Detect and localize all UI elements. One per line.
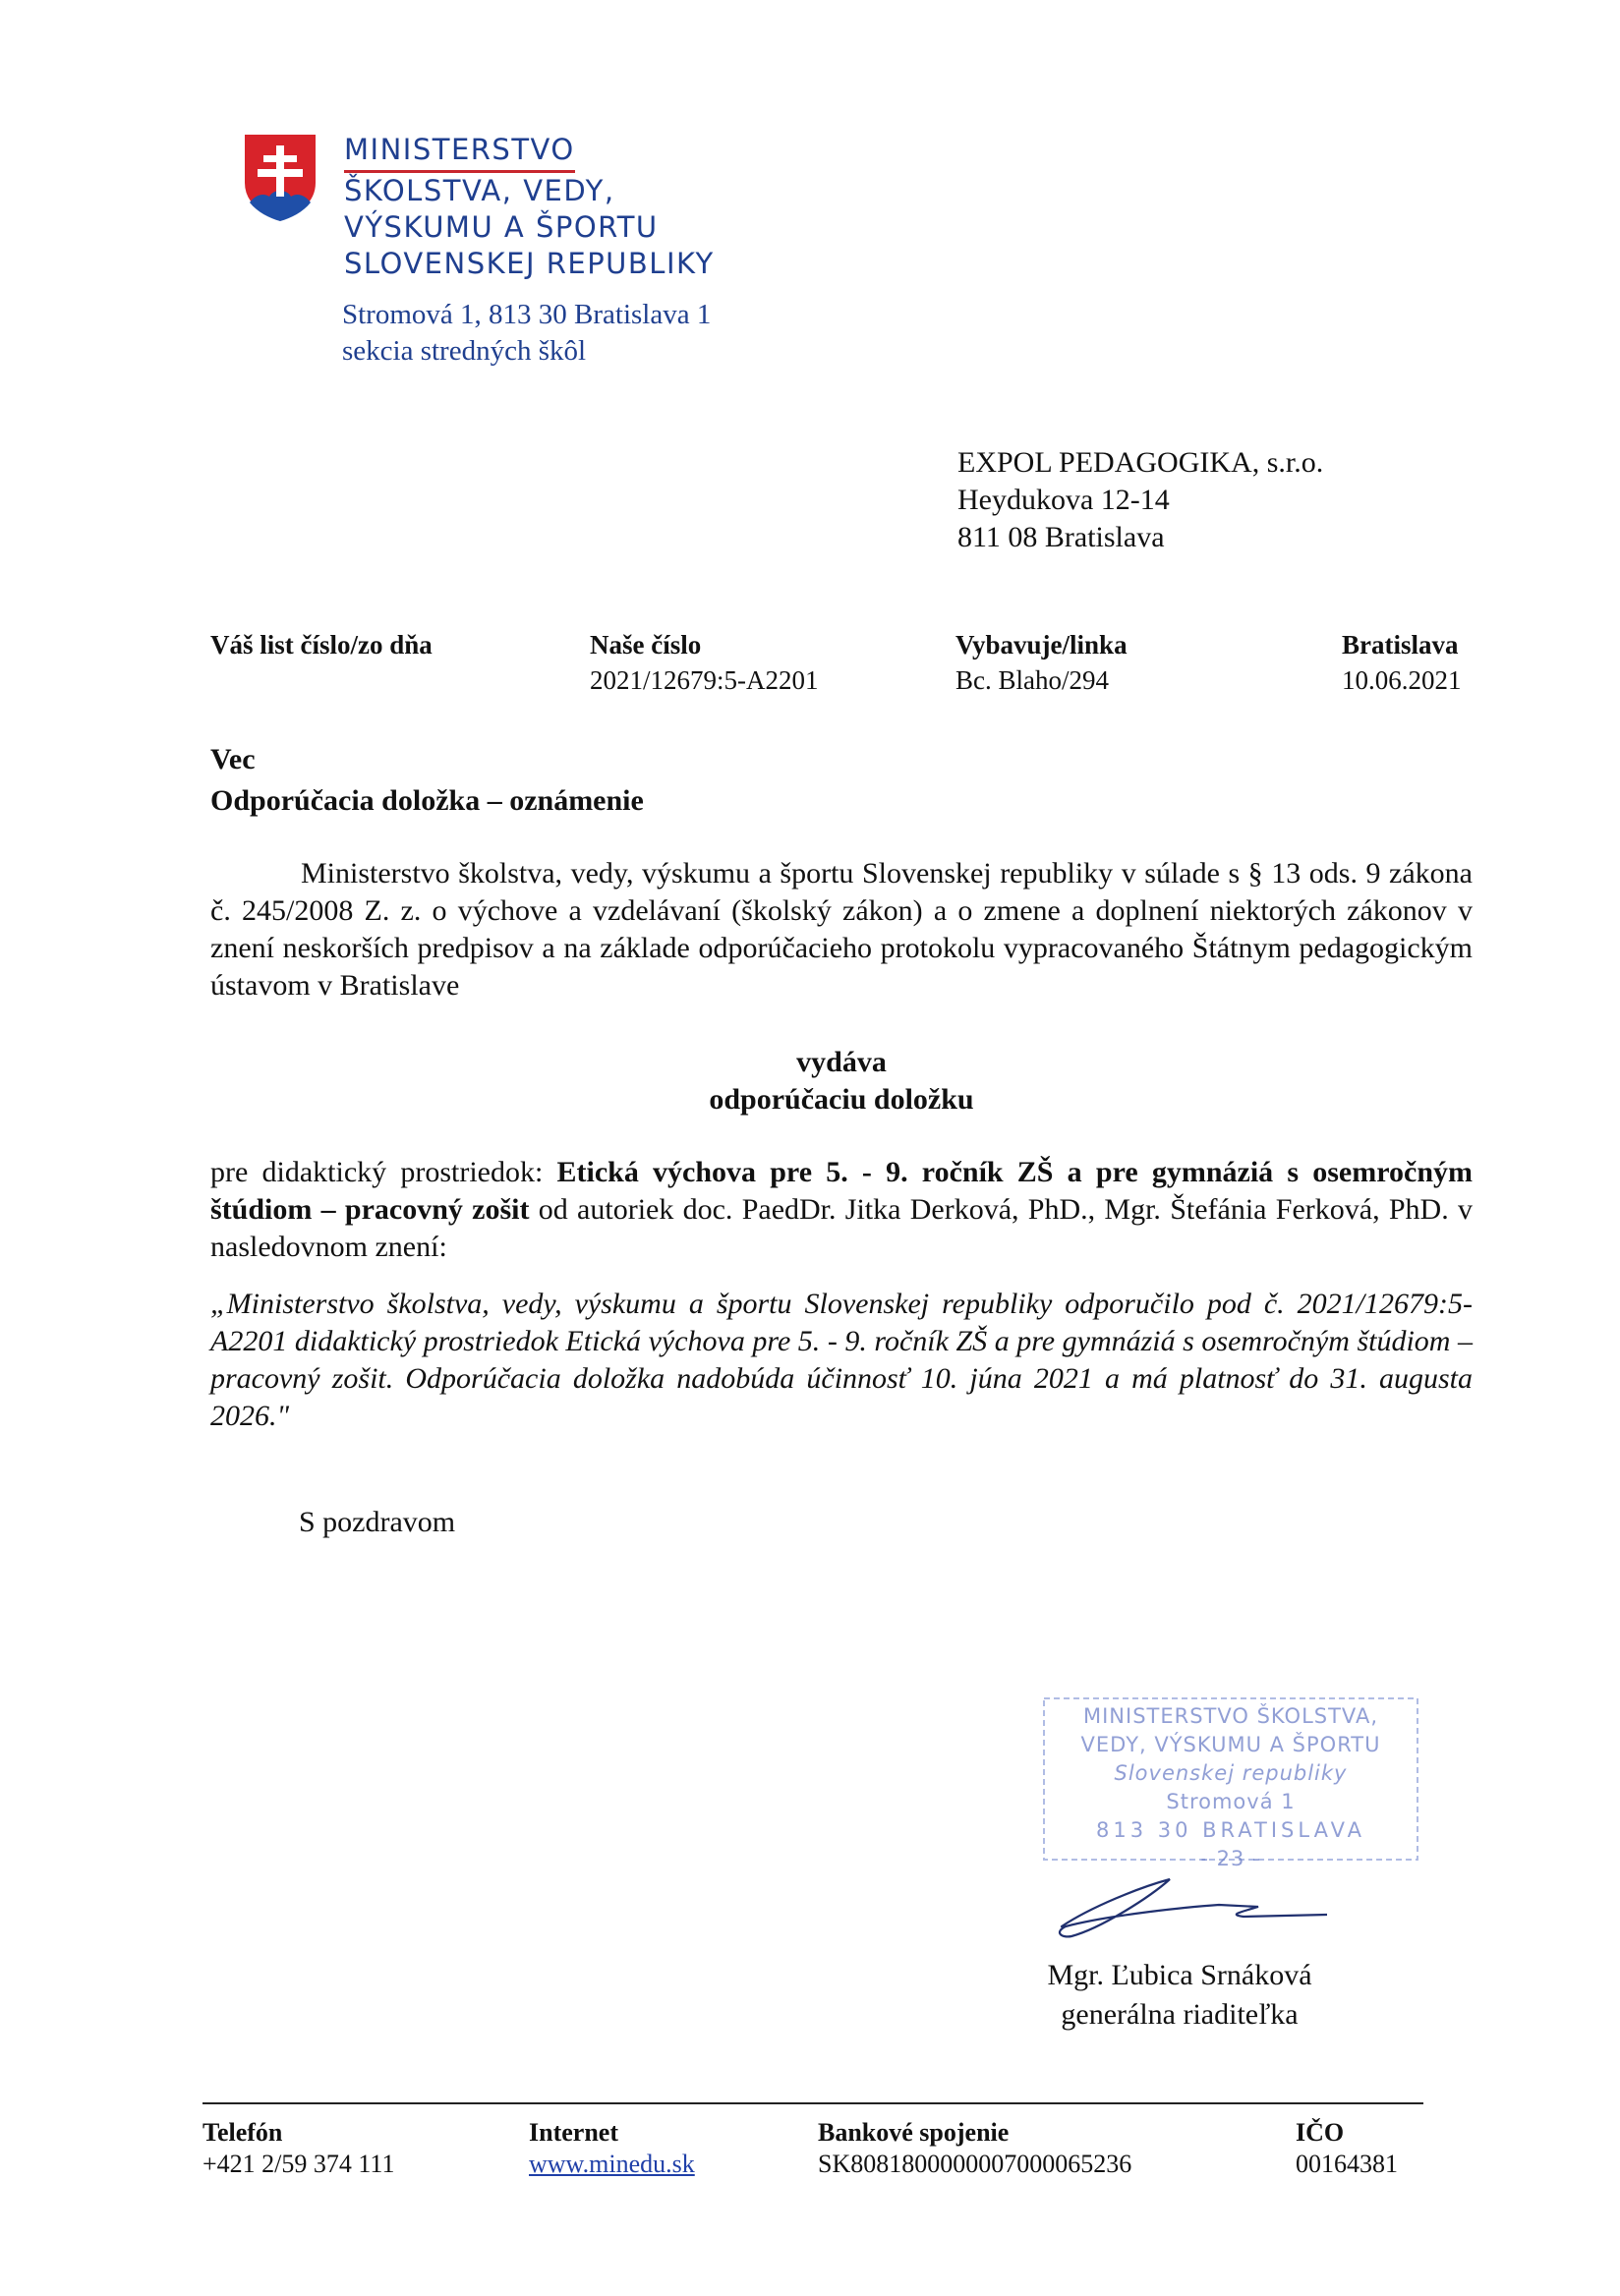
issues-line-1: vydáva xyxy=(796,1046,887,1078)
body-paragraph-2 xyxy=(210,1154,1473,1266)
subject-title: Odporúčacia doložka – oznámenie xyxy=(210,784,644,817)
body-paragraph-1: Ministerstvo školstva, vedy, výskumu a športu Slovenskej republiky v súlade s § 13 ods. 9 zákona č. 245/2008 Z. z. o výchove a vzdelávaní (školský zákon) a o zmene a doplnení niektorých zákonov v znení neskorších predpisov a na základe odporúčacieho protokolu vypracovaného Štátnym pedagogickým ústavom v Bratislave xyxy=(210,857,1473,1002)
issues-heading xyxy=(210,1044,1473,1119)
stamp-line-6: - 23 - xyxy=(1200,1847,1261,1870)
stamp-text xyxy=(1038,1693,1423,1873)
ministry-name-line1: MINISTERSTVO xyxy=(344,132,575,173)
ministry-name-line4: SLOVENSKEJ REPUBLIKY xyxy=(344,247,715,280)
sender-section: sekcia stredných škôl xyxy=(342,335,587,367)
ref-place-date xyxy=(1342,627,1462,698)
ref-handled-by-value: Bc. Blaho/294 xyxy=(955,665,1109,695)
stamp-line-5: 813 30 BRATISLAVA xyxy=(1096,1818,1365,1842)
ref-our-number xyxy=(590,627,819,698)
subject-label: Vec xyxy=(210,743,256,775)
ref-our-number-value: 2021/12679:5-A2201 xyxy=(590,665,819,695)
ref-our-number-label: Naše číslo xyxy=(590,630,702,660)
greeting: S pozdravom xyxy=(299,1506,456,1538)
ref-your-letter xyxy=(210,627,433,662)
footer-phone xyxy=(202,2117,394,2180)
ministry-name-line2: ŠKOLSTVA, VEDY, xyxy=(344,174,615,207)
recipient-address xyxy=(957,444,1323,556)
ref-date-value: 10.06.2021 xyxy=(1342,665,1462,695)
sender-street: Stromová 1, 813 30 Bratislava 1 xyxy=(342,299,712,330)
signatory-name: Mgr. Ľubica Srnáková xyxy=(1047,1959,1312,1991)
signatory-title: generálna riaditeľka xyxy=(1061,1998,1299,2031)
footer-ico-value: 00164381 xyxy=(1296,2150,1398,2178)
footer-bank xyxy=(818,2117,1131,2180)
subject-block xyxy=(210,739,644,822)
recipient-name: EXPOL PEDAGOGIKA, s.r.o. xyxy=(957,446,1324,479)
p2-suffix: od autoriek doc. PaedDr. Jitka Derková, PhD., Mgr. Štefánia Ferková, PhD. v nasledovnom znení: xyxy=(210,1193,1473,1263)
footer-bank-label: Bankové spojenie xyxy=(818,2118,1010,2147)
recommendation-quote: „Ministerstvo školstva, vedy, výskumu a športu Slovenskej republiky odporučilo pod č. 2021/12679:5-A2201 didaktický prostriedok Etická výchova pre 5. - 9. ročník ZŠ a pre gymnáziá s osemročným štúdiom – pracovný zošit. Odporúčacia doložka nadobúda účinnosť 10. júna 2021 a má platnosť do 31. augusta 2026." xyxy=(210,1288,1473,1432)
footer-ico-label: IČO xyxy=(1296,2118,1345,2147)
p2-prefix: pre didaktický prostriedok: xyxy=(210,1156,557,1188)
p2-title: Etická výchova pre 5. - 9. ročník ZŠ a pre gymnáziá s osemročným štúdiom – pracovný zošit xyxy=(210,1156,1473,1226)
footer-phone-value: +421 2/59 374 111 xyxy=(202,2150,395,2178)
ref-your-letter-label: Váš list číslo/zo dňa xyxy=(210,630,433,660)
footer-divider xyxy=(202,2102,1423,2104)
ref-handled-by xyxy=(955,627,1128,698)
ministry-name-line3: VÝSKUMU A ŠPORTU xyxy=(344,210,659,244)
signatory-block xyxy=(983,1956,1376,2035)
footer-bank-value: SK8081800000007000065236 xyxy=(818,2150,1132,2178)
ministry-name xyxy=(344,132,715,282)
stamp-line-2: VEDY, VÝSKUMU A ŠPORTU xyxy=(1080,1733,1381,1756)
stamp-line-3: Slovenskej republiky xyxy=(1114,1761,1348,1785)
footer-internet-label: Internet xyxy=(529,2118,618,2147)
footer-internet-link[interactable]: www.minedu.sk xyxy=(529,2150,695,2178)
issues-line-2: odporúčaciu doložku xyxy=(709,1083,974,1116)
ref-handled-by-label: Vybavuje/linka xyxy=(955,630,1128,660)
stamp-line-1: MINISTERSTVO ŠKOLSTVA, xyxy=(1083,1704,1378,1728)
recipient-city: 811 08 Bratislava xyxy=(957,521,1165,553)
footer-internet xyxy=(529,2117,695,2180)
official-stamp xyxy=(1038,1693,1423,1870)
footer-ico xyxy=(1296,2117,1398,2180)
recipient-street: Heydukova 12-14 xyxy=(957,484,1170,516)
ref-place-label: Bratislava xyxy=(1342,630,1459,660)
footer-phone-label: Telefón xyxy=(202,2118,283,2147)
coat-of-arms-icon xyxy=(242,132,318,224)
stamp-line-4: Stromová 1 xyxy=(1166,1790,1296,1813)
handwritten-signature xyxy=(1032,1858,1327,1946)
sender-address xyxy=(342,297,711,370)
